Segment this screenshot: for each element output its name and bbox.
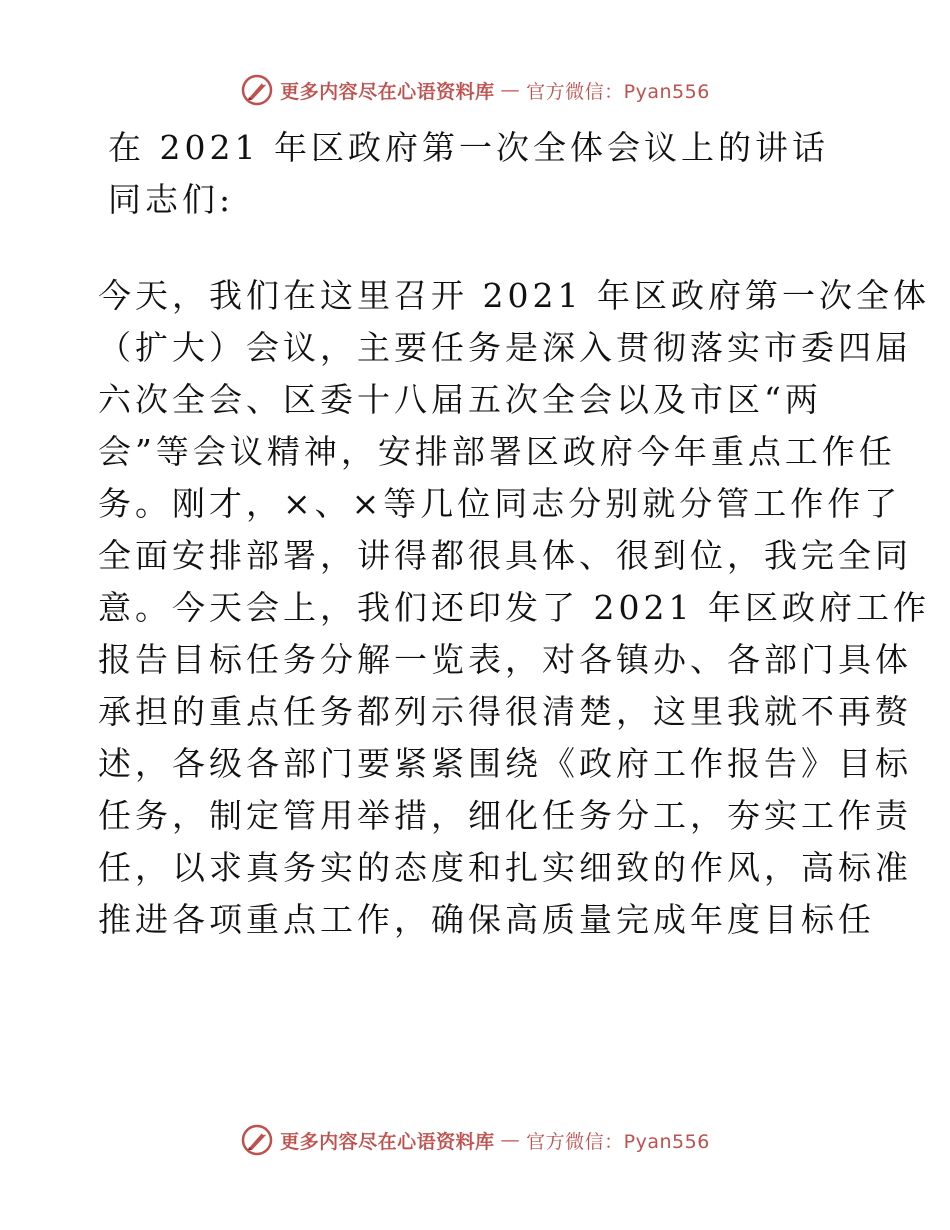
- watermark-brand: 更多内容尽在心语资料库: [280, 1130, 495, 1153]
- watermark-contact: 官方微信：Pyan556: [526, 80, 710, 103]
- watermark-separator: —: [500, 1129, 521, 1151]
- paragraph-line: 六次全会、区委十八届五次全会以及市区“两: [98, 380, 822, 419]
- paragraph-line: 承担的重点任务都列示得很清楚，这里我就不再赘: [98, 692, 912, 731]
- paragraph-line: 会”等会议精神，安排部署区政府今年重点工作任: [98, 432, 896, 471]
- paragraph-line: 推进各项重点工作，确保高质量完成年度目标任: [98, 900, 875, 939]
- paragraph-line: （扩大）会议，主要任务是深入贯彻落实市委四届: [98, 328, 912, 367]
- paragraph-line: 任，以求真务实的态度和扎实细致的作风，高标准: [98, 848, 912, 887]
- salutation: 同志们:: [108, 180, 235, 219]
- paragraph-line: 报告目标任务分解一览表，对各镇办、各部门具体: [98, 640, 912, 679]
- paragraph-line: 今天，我们在这里召开 2021 年区政府第一次全体: [98, 276, 930, 315]
- footer-watermark: [0, 1120, 950, 1160]
- paragraph-line: 意。今天会上，我们还印发了 2021 年区政府工作: [98, 588, 930, 627]
- quill-logo-icon: [240, 73, 274, 107]
- watermark-separator: —: [500, 79, 521, 101]
- paragraph-line: 全面安排部署，讲得都很具体、很到位，我完全同: [98, 536, 912, 575]
- watermark-contact: 官方微信：Pyan556: [526, 1130, 710, 1153]
- watermark-brand: 更多内容尽在心语资料库: [280, 80, 495, 103]
- paragraph-line: 述，各级各部门要紧紧围绕《政府工作报告》目标: [98, 744, 912, 783]
- paragraph-line: 务。刚才，×、×等几位同志分别就分管工作作了: [98, 484, 902, 523]
- body-paragraph: [98, 270, 930, 946]
- document-title: 在 2021 年区政府第一次全体会议上的讲话: [108, 128, 829, 167]
- quill-logo-icon: [240, 1123, 274, 1157]
- header-watermark: [0, 70, 950, 110]
- paragraph-line: 任务，制定管用举措，细化任务分工，夯实工作责: [98, 796, 912, 835]
